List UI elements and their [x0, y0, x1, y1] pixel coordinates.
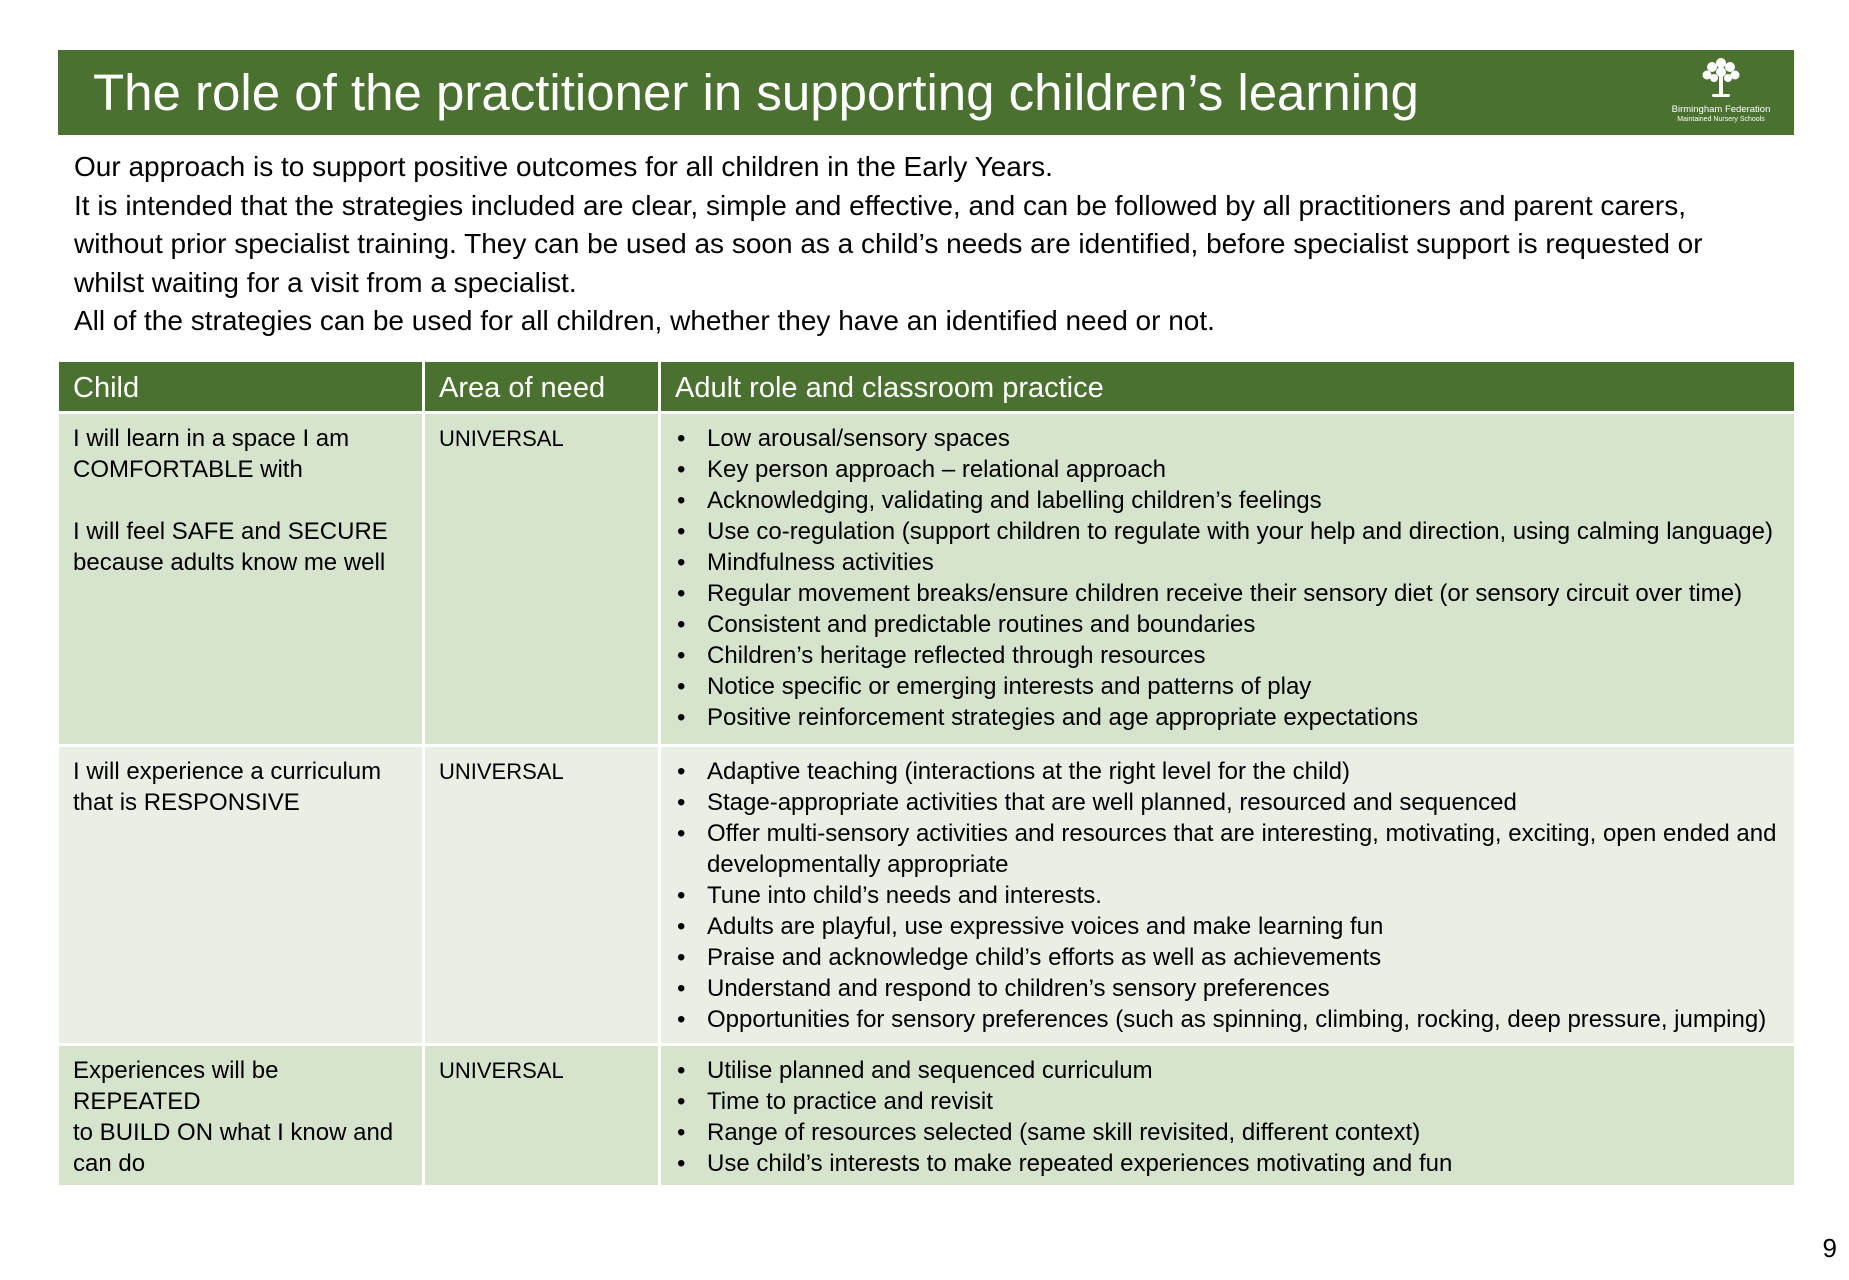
- area-of-need-cell: UNIVERSAL: [424, 1045, 660, 1187]
- child-text: that is RESPONSIVE: [73, 789, 300, 816]
- practice-list: [675, 756, 1780, 1035]
- list-item: • Consistent and predictable routines and boundaries: [675, 609, 1780, 640]
- area-of-need-cell: UNIVERSAL: [424, 746, 660, 1045]
- logo-subtitle: Maintained Nursery Schools: [1677, 116, 1765, 123]
- child-cell: [58, 1045, 424, 1187]
- child-text: Experiences will be REPEATED: [73, 1057, 279, 1115]
- area-of-need-cell: UNIVERSAL: [424, 413, 660, 746]
- table-row: [58, 746, 1796, 1045]
- child-cell: [58, 746, 424, 1045]
- list-item: • Low arousal/sensory spaces: [675, 423, 1780, 454]
- list-item: • Acknowledging, validating and labelling children’s feelings: [675, 485, 1780, 516]
- practice-list: [675, 423, 1780, 733]
- list-item: • Mindfulness activities: [675, 547, 1780, 578]
- child-text: COMFORTABLE with: [73, 456, 303, 483]
- intro-line: whilst waiting for a visit from a specialist.: [74, 266, 577, 298]
- intro-text: [74, 148, 1794, 341]
- intro-line: All of the strategies can be used for all children, whether they have an identified need or not.: [74, 305, 1215, 336]
- logo-name: Birmingham Federation: [1671, 104, 1771, 115]
- child-text: I will experience a curriculum: [73, 758, 382, 785]
- page-number: 9: [1822, 1233, 1837, 1263]
- title-bar: [58, 50, 1794, 135]
- page-title: The role of the practitioner in supporting children’s learning: [93, 64, 1419, 121]
- list-item: • Understand and respond to children’s sensory preferences: [675, 973, 1780, 1004]
- list-item: • Time to practice and revisit: [675, 1086, 1780, 1117]
- column-header-child: Child: [58, 361, 424, 413]
- list-item: • Use co-regulation (support children to regulate with your help and direction, using calming language): [675, 516, 1780, 547]
- child-text: can do: [73, 1150, 146, 1177]
- child-text: I will learn in a space I am: [73, 425, 350, 452]
- list-item: • Key person approach – relational approach: [675, 454, 1780, 485]
- practice-table: [56, 359, 1797, 1188]
- child-text: because adults know me well: [73, 549, 386, 576]
- table-row: [58, 1045, 1796, 1187]
- tree-icon: [1698, 56, 1744, 102]
- intro-line: It is intended that the strategies included are clear, simple and effective, and can be followed by all practitioners and parent carers,: [74, 189, 1686, 221]
- practice-list: [675, 1055, 1780, 1179]
- intro-line: Our approach is to support positive outcomes for all children in the Early Years.: [74, 151, 1053, 182]
- list-item: • Positive reinforcement strategies and age appropriate expectations: [675, 702, 1780, 733]
- list-item: • Regular movement breaks/ensure children receive their sensory diet (or sensory circuit over time): [675, 578, 1780, 609]
- practice-cell: [660, 1045, 1796, 1187]
- practice-cell: [660, 413, 1796, 746]
- list-item: • Offer multi-sensory activities and resources that are interesting, motivating, exciting, open ended and developmentally appropriate: [675, 818, 1780, 880]
- practice-cell: [660, 746, 1796, 1045]
- list-item: • Range of resources selected (same skill revisited, different context): [675, 1117, 1780, 1148]
- list-item: • Tune into child’s needs and interests.: [675, 880, 1780, 911]
- list-item: • Opportunities for sensory preferences (such as spinning, climbing, rocking, deep pressure, jumping): [675, 1004, 1780, 1035]
- column-header-adult-role: Adult role and classroom practice: [660, 361, 1796, 413]
- logo: [1656, 56, 1786, 132]
- list-item: • Adaptive teaching (interactions at the right level for the child): [675, 756, 1780, 787]
- column-header-area-of-need: Area of need: [424, 361, 660, 413]
- child-cell: [58, 413, 424, 746]
- table-row: [58, 413, 1796, 746]
- list-item: • Use child’s interests to make repeated experiences motivating and fun: [675, 1148, 1780, 1179]
- list-item: • Stage-appropriate activities that are well planned, resourced and sequenced: [675, 787, 1780, 818]
- list-item: • Children’s heritage reflected through resources: [675, 640, 1780, 671]
- list-item: • Praise and acknowledge child’s efforts as well as achievements: [675, 942, 1780, 973]
- list-item: • Utilise planned and sequenced curriculum: [675, 1055, 1780, 1086]
- list-item: • Adults are playful, use expressive voices and make learning fun: [675, 911, 1780, 942]
- table-header-row: [58, 361, 1796, 413]
- list-item: • Notice specific or emerging interests and patterns of play: [675, 671, 1780, 702]
- intro-line: without prior specialist training. They can be used as soon as a child’s needs are identified, before specialist support is requested or: [74, 228, 1703, 259]
- child-text: I will feel SAFE and SECURE: [73, 518, 388, 545]
- child-text: to BUILD ON what I know and: [73, 1119, 394, 1146]
